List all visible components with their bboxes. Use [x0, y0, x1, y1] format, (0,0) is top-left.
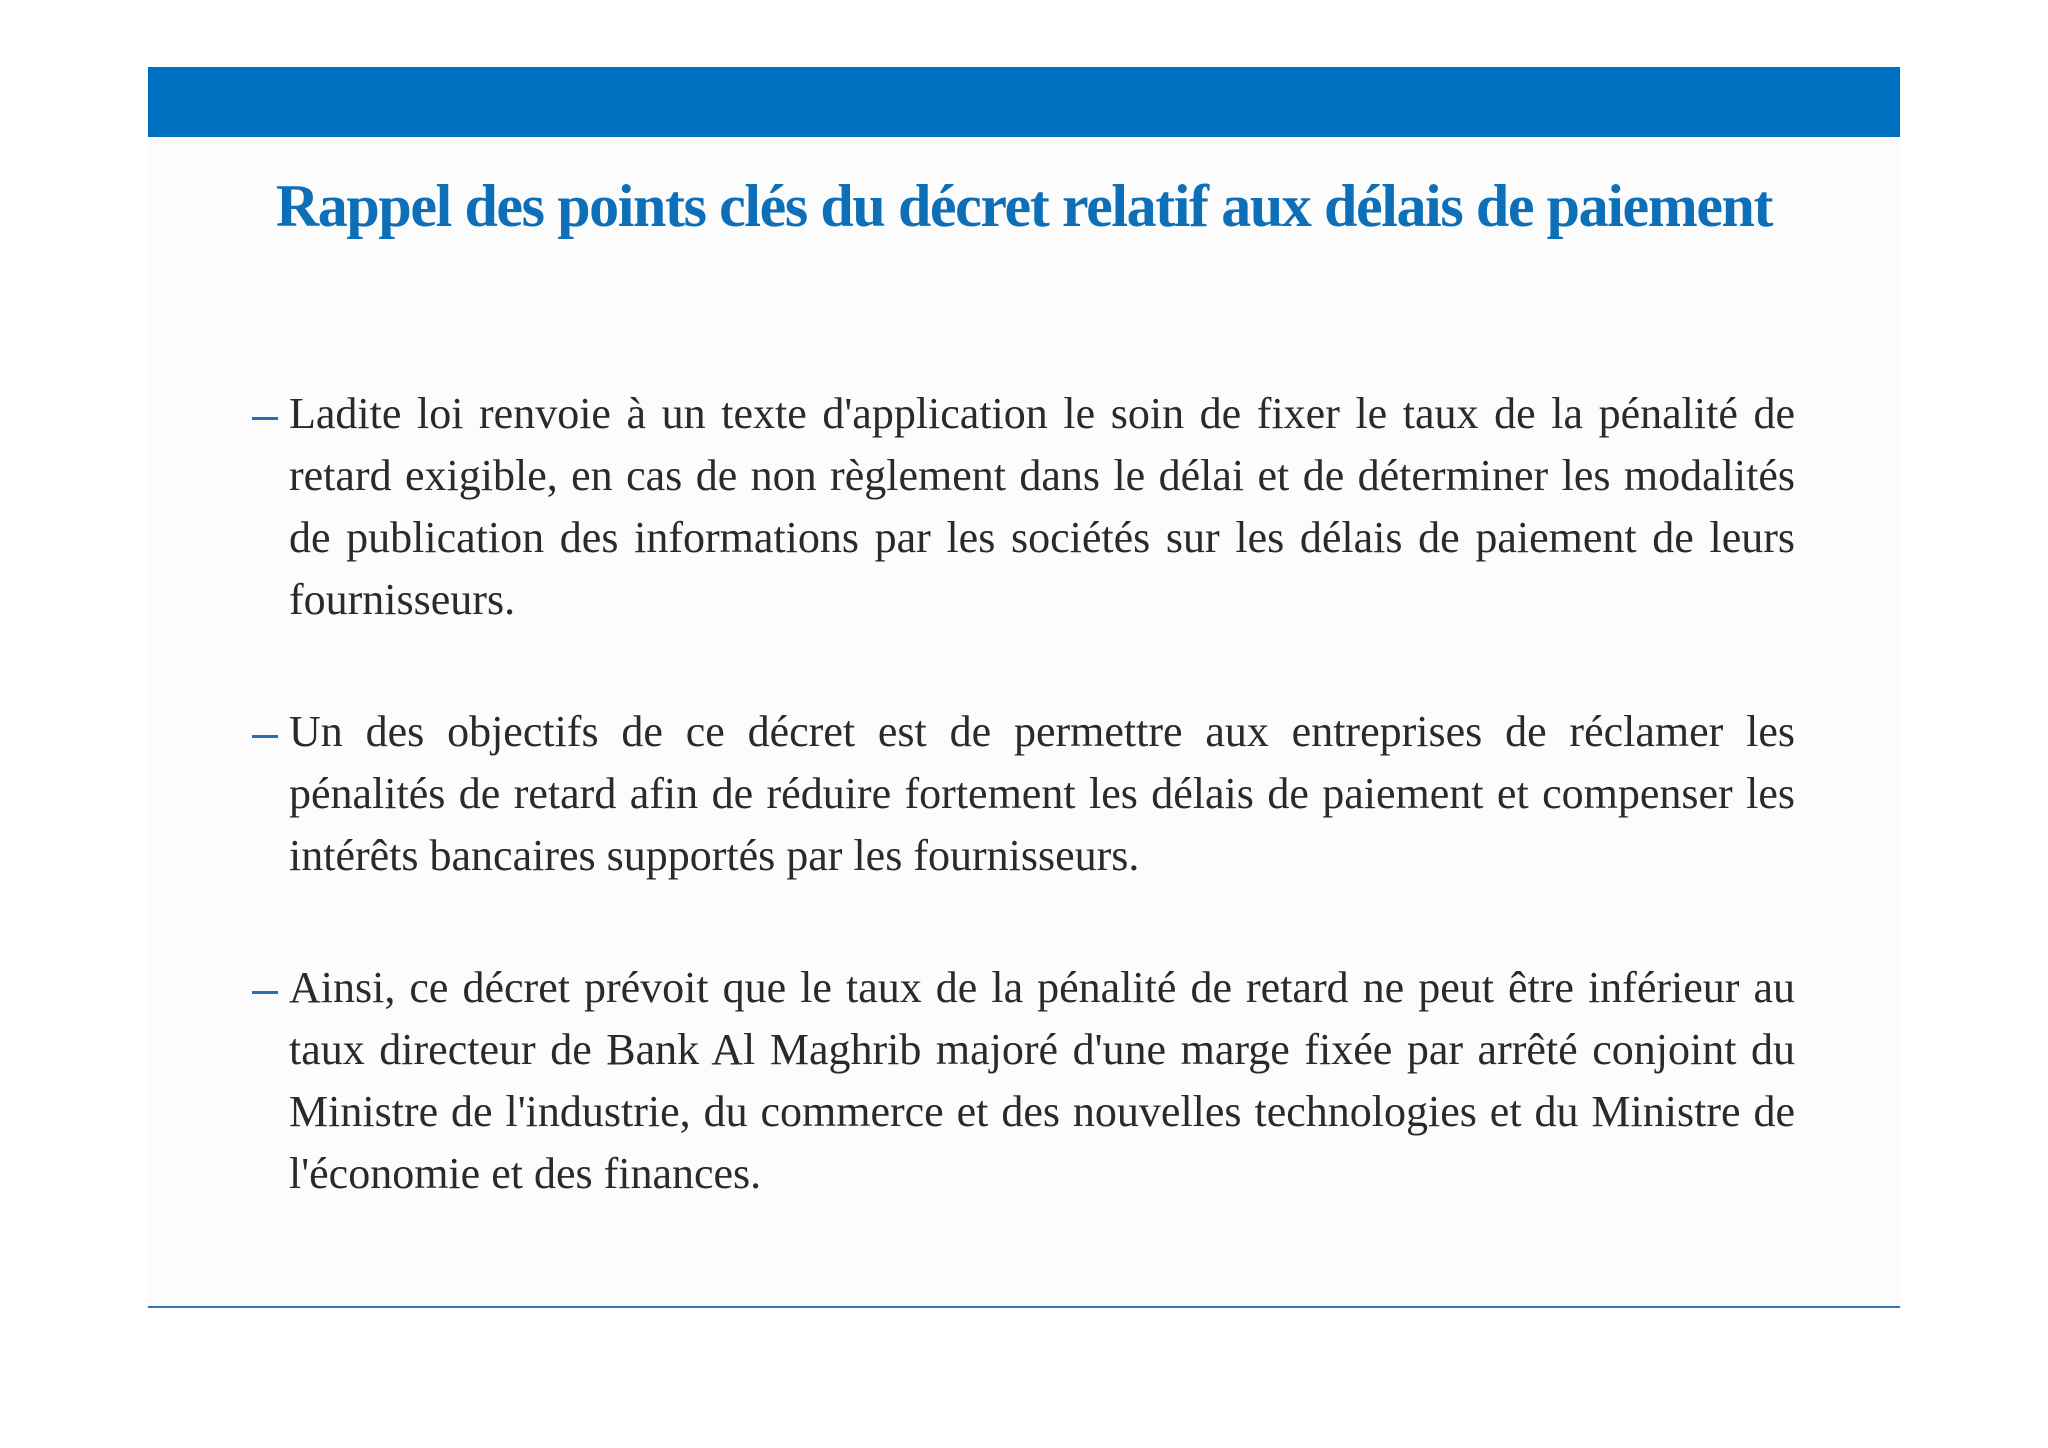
bullet-text: Ladite loi renvoie à un texte d'application le soin de fixer le taux de la pénalité de retard exigible, en cas de non règlement dans le délai et de déterminer les modalités de publication des informations par les sociétés sur les délais de paiement de leurs fournisseurs.	[289, 389, 1795, 624]
dash-bullet-icon	[252, 735, 278, 738]
bottom-divider	[148, 1306, 1900, 1308]
dash-bullet-icon	[252, 417, 278, 420]
bullet-text: Ainsi, ce décret prévoit que le taux de la pénalité de retard ne peut être inférieur au taux directeur de Bank Al Maghrib majoré d'une marge fixée par arrêté conjoint du Ministre de l'industrie, du commerce et des nouvelles technologies et du Ministre de l'économie et des finances.	[289, 963, 1795, 1198]
slide-title: Rappel des points clés du décret relatif aux délais de paiement	[275, 173, 1773, 239]
dash-bullet-icon	[252, 991, 278, 994]
bullet-item	[250, 701, 1795, 887]
header-bar	[148, 67, 1900, 137]
bullet-item	[250, 383, 1795, 631]
bullet-item	[250, 957, 1795, 1205]
bullet-text: Un des objectifs de ce décret est de permettre aux entreprises de réclamer les pénalités de retard afin de réduire fortement les délais de paiement et compenser les intérêts bancaires supportés par les fournisseurs.	[289, 707, 1795, 880]
bullet-list	[250, 383, 1795, 1205]
